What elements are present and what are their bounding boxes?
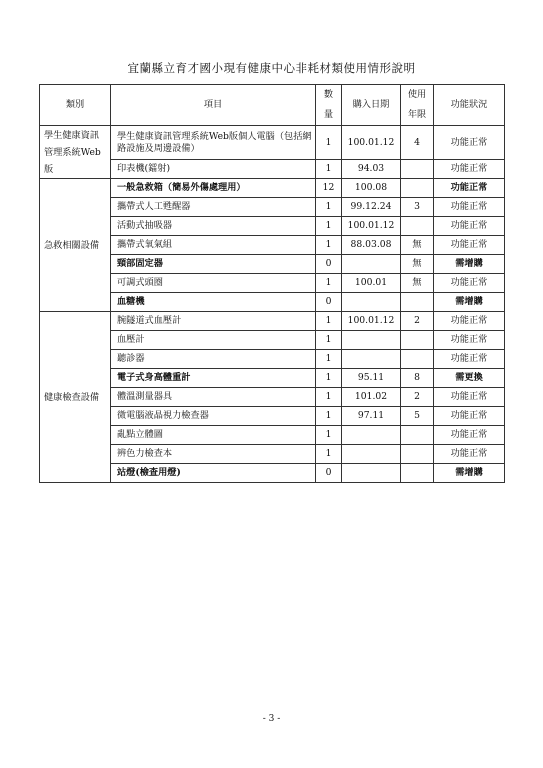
item-cell: 攜帶式氧氣組 [111, 236, 316, 255]
purchase-date-cell [342, 445, 401, 464]
quantity-cell: 1 [316, 160, 342, 179]
status-cell: 功能正常 [434, 388, 505, 407]
item-cell: 腕隧道式血壓計 [111, 312, 316, 331]
status-cell: 功能正常 [434, 126, 505, 160]
header-item: 項目 [111, 85, 316, 126]
quantity-cell: 1 [316, 426, 342, 445]
quantity-cell: 1 [316, 126, 342, 160]
table-body [40, 126, 505, 483]
status-cell: 功能正常 [434, 407, 505, 426]
header-purchase-date: 購入日期 [342, 85, 401, 126]
item-cell: 微電腦液晶視力檢查器 [111, 407, 316, 426]
equipment-table [39, 84, 505, 483]
purchase-date-cell [342, 255, 401, 274]
quantity-cell: 0 [316, 293, 342, 312]
purchase-date-cell: 94.03 [342, 160, 401, 179]
quantity-cell: 1 [316, 445, 342, 464]
category-cell: 健康檢查設備 [40, 312, 111, 483]
header-category: 類別 [40, 85, 111, 126]
item-cell: 印表機(鐳射) [111, 160, 316, 179]
purchase-date-cell: 97.11 [342, 407, 401, 426]
item-cell: 體溫測量器具 [111, 388, 316, 407]
item-cell: 頸部固定器 [111, 255, 316, 274]
service-life-cell [401, 160, 434, 179]
quantity-cell: 1 [316, 217, 342, 236]
service-life-cell [401, 464, 434, 483]
header-status: 功能狀況 [434, 85, 505, 126]
status-cell: 功能正常 [434, 217, 505, 236]
quantity-cell: 1 [316, 198, 342, 217]
header-service-life: 使用 年限 [401, 85, 434, 126]
purchase-date-cell [342, 426, 401, 445]
item-cell: 可調式頭圈 [111, 274, 316, 293]
status-cell: 功能正常 [434, 160, 505, 179]
service-life-cell: 4 [401, 126, 434, 160]
status-cell: 功能正常 [434, 445, 505, 464]
item-cell: 血糖機 [111, 293, 316, 312]
purchase-date-cell: 100.01.12 [342, 126, 401, 160]
quantity-cell: 1 [316, 312, 342, 331]
quantity-cell: 1 [316, 369, 342, 388]
purchase-date-cell: 100.08 [342, 179, 401, 198]
item-cell: 攜帶式人工甦醒器 [111, 198, 316, 217]
quantity-cell: 1 [316, 331, 342, 350]
purchase-date-cell [342, 350, 401, 369]
purchase-date-cell: 88.03.08 [342, 236, 401, 255]
purchase-date-cell [342, 293, 401, 312]
service-life-cell [401, 331, 434, 350]
service-life-cell [401, 350, 434, 369]
status-cell: 功能正常 [434, 198, 505, 217]
service-life-cell [401, 179, 434, 198]
status-cell: 需增購 [434, 293, 505, 312]
service-life-cell [401, 445, 434, 464]
status-cell: 需更換 [434, 369, 505, 388]
service-life-cell: 無 [401, 236, 434, 255]
status-cell: 需增購 [434, 464, 505, 483]
category-cell: 急救相關設備 [40, 179, 111, 312]
item-cell: 辨色力檢查本 [111, 445, 316, 464]
status-cell: 功能正常 [434, 426, 505, 445]
service-life-cell: 2 [401, 388, 434, 407]
item-cell: 電子式身高體重計 [111, 369, 316, 388]
status-cell: 需增購 [434, 255, 505, 274]
page-title: 宜蘭縣立育才國小現有健康中心非耗材類使用情形說明 [127, 61, 416, 75]
service-life-cell: 5 [401, 407, 434, 426]
quantity-cell: 0 [316, 255, 342, 274]
item-cell: 亂點立體圖 [111, 426, 316, 445]
purchase-date-cell: 100.01 [342, 274, 401, 293]
quantity-cell: 0 [316, 464, 342, 483]
status-cell: 功能正常 [434, 274, 505, 293]
purchase-date-cell [342, 464, 401, 483]
service-life-cell: 8 [401, 369, 434, 388]
quantity-cell: 1 [316, 236, 342, 255]
purchase-date-cell [342, 331, 401, 350]
status-cell: 功能正常 [434, 312, 505, 331]
status-cell: 功能正常 [434, 350, 505, 369]
item-cell: 學生健康資訊管理系統Web版個人電腦（包括網路設施及周邊設備） [111, 126, 316, 160]
quantity-cell: 1 [316, 388, 342, 407]
purchase-date-cell: 99.12.24 [342, 198, 401, 217]
status-cell: 功能正常 [434, 236, 505, 255]
purchase-date-cell: 100.01.12 [342, 217, 401, 236]
table-row [40, 312, 505, 331]
quantity-cell: 1 [316, 407, 342, 426]
purchase-date-cell: 95.11 [342, 369, 401, 388]
quantity-cell: 1 [316, 350, 342, 369]
purchase-date-cell: 100.01.12 [342, 312, 401, 331]
item-cell: 聽診器 [111, 350, 316, 369]
header-quantity: 數 量 [316, 85, 342, 126]
quantity-cell: 12 [316, 179, 342, 198]
service-life-cell [401, 217, 434, 236]
purchase-date-cell: 101.02 [342, 388, 401, 407]
status-cell: 功能正常 [434, 179, 505, 198]
quantity-cell: 1 [316, 274, 342, 293]
service-life-cell: 2 [401, 312, 434, 331]
service-life-cell: 無 [401, 255, 434, 274]
service-life-cell [401, 426, 434, 445]
service-life-cell: 無 [401, 274, 434, 293]
service-life-cell: 3 [401, 198, 434, 217]
item-cell: 站燈(檢查用燈) [111, 464, 316, 483]
category-cell: 學生健康資訊管理系統Web版 [40, 126, 111, 179]
status-cell: 功能正常 [434, 331, 505, 350]
item-cell: 一般急救箱（簡易外傷處理用） [111, 179, 316, 198]
header-row [40, 85, 505, 126]
table-row [40, 126, 505, 160]
item-cell: 血壓計 [111, 331, 316, 350]
table-row [40, 179, 505, 198]
service-life-cell [401, 293, 434, 312]
page-number: - 3 - [262, 714, 281, 724]
item-cell: 活動式抽吸器 [111, 217, 316, 236]
